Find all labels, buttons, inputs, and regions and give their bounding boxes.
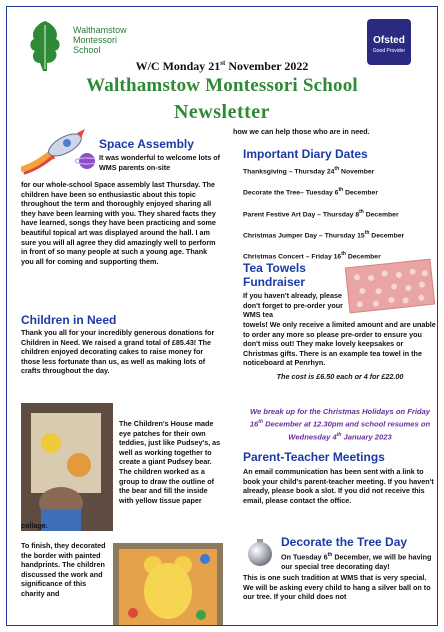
newsletter-title: Newsletter <box>173 101 271 123</box>
decorate-tree-heading: Decorate the Tree Day <box>281 535 408 549</box>
children-in-need-heading: Children in Need <box>21 313 117 327</box>
children-craft-photo <box>21 403 113 531</box>
decorate-tree-text-2: This is one such tradition at WMS that is very special. We will be asking every child to hang a silver ball on to our tree. If your child does not <box>243 573 431 602</box>
diary-item: Parent Festive Art Day – Thursday 8th December <box>243 208 399 218</box>
ofsted-rating: Good Provider <box>372 48 406 54</box>
children-in-need-continued: how we can help those who are in need. <box>233 127 370 136</box>
space-assembly-heading: Space Assembly <box>99 137 194 151</box>
tea-towels-heading: Tea Towels Fundraiser <box>243 261 306 289</box>
week-commencing: W/C Monday 21st November 2022 <box>135 59 309 73</box>
diary-item: Thanksgiving – Thursday 24th November <box>243 166 375 176</box>
children-in-need-text-2: The Children's House made eye patches for their own teddies, just like Pudsey's, as well as working together to create a giant Pudsey bear. The children worked as a group to draw the outline of the bear and fill the inside with yellow tissue paper <box>119 419 221 505</box>
school-name: Walthamstow Montessori School <box>86 75 358 96</box>
bauble-icon <box>245 537 275 567</box>
space-assembly-text-1: It was wonderful to welcome lots of WMS parents on-site <box>99 153 221 172</box>
holiday-notice: We break up for the Christmas Holidays on Friday 16th December at 12.30pm and school resumes on Wednesday 4th January 2023 <box>249 407 431 442</box>
decorate-tree-text-1: On Tuesday 6th December, we will be having our special tree decorating day! <box>281 552 432 571</box>
children-in-need-text-1: Thank you all for your incredibly generous donations for Children in Need. We raised a grand total of £85.43! The children enjoyed decorating cakes to raise money for those less fortunate than us, as well as making lots of crafts throughout the day. <box>21 328 215 376</box>
diary-dates-list <box>243 165 438 271</box>
rocket-icon <box>21 125 95 177</box>
tea-towels-cost: The cost is £6.50 each or 4 for £22.00 <box>276 372 404 381</box>
tea-towel-image <box>345 259 435 314</box>
parent-teacher-heading: Parent-Teacher Meetings <box>243 450 385 464</box>
pudsey-bear-photo <box>113 543 223 626</box>
tea-towels-text-2: towels! We only receive a limited amount and are unable to order any more so please pre-order to ensure you don't miss out! They make lovely keepsakes or Christmas gifts. There is an example tea towel in the noticeboard at Penrhyn. <box>243 320 436 368</box>
logo-text: Walthamstow Montessori School <box>73 25 127 55</box>
children-in-need-text-3: collage. <box>21 521 48 530</box>
diary-item: Decorate the Tree– Tuesday 6th December <box>243 187 378 197</box>
newsletter-page <box>6 6 438 626</box>
diary-item: Christmas Concert – Friday 16th December <box>243 251 381 261</box>
ofsted-name: Ofsted <box>373 35 405 46</box>
diary-item: Christmas Jumper Day – Thursday 15th December <box>243 229 405 240</box>
children-in-need-text-4: To finish, they decorated the border with painted handprints. The children discussed the work and significance of this charity and <box>21 541 106 598</box>
tea-towels-text-1: If you haven't already, please don't forget to pre-order your WMS tea <box>243 291 343 320</box>
space-assembly-text-2: for our whole-school Space assembly last Thursday. The children have been so enthusiastic about this topic throughout the term and thoroughly enjoyed sharing all they have been learning with you. They shared facts they have learned, songs they have been practicing and some beautiful topical art was displayed around the hall. I am sure you will all agree they did amazingly well to perform in front of so many people at such a young age. Thank you all for coming and supporting them. <box>21 180 216 266</box>
diary-dates-heading: Important Diary Dates <box>243 147 368 161</box>
parent-teacher-text: An email communication has been sent with a link to book your child's parent-teacher meeting. If you haven't already, please book a slot. If you did not receive this email, please contact the office. <box>243 467 434 505</box>
